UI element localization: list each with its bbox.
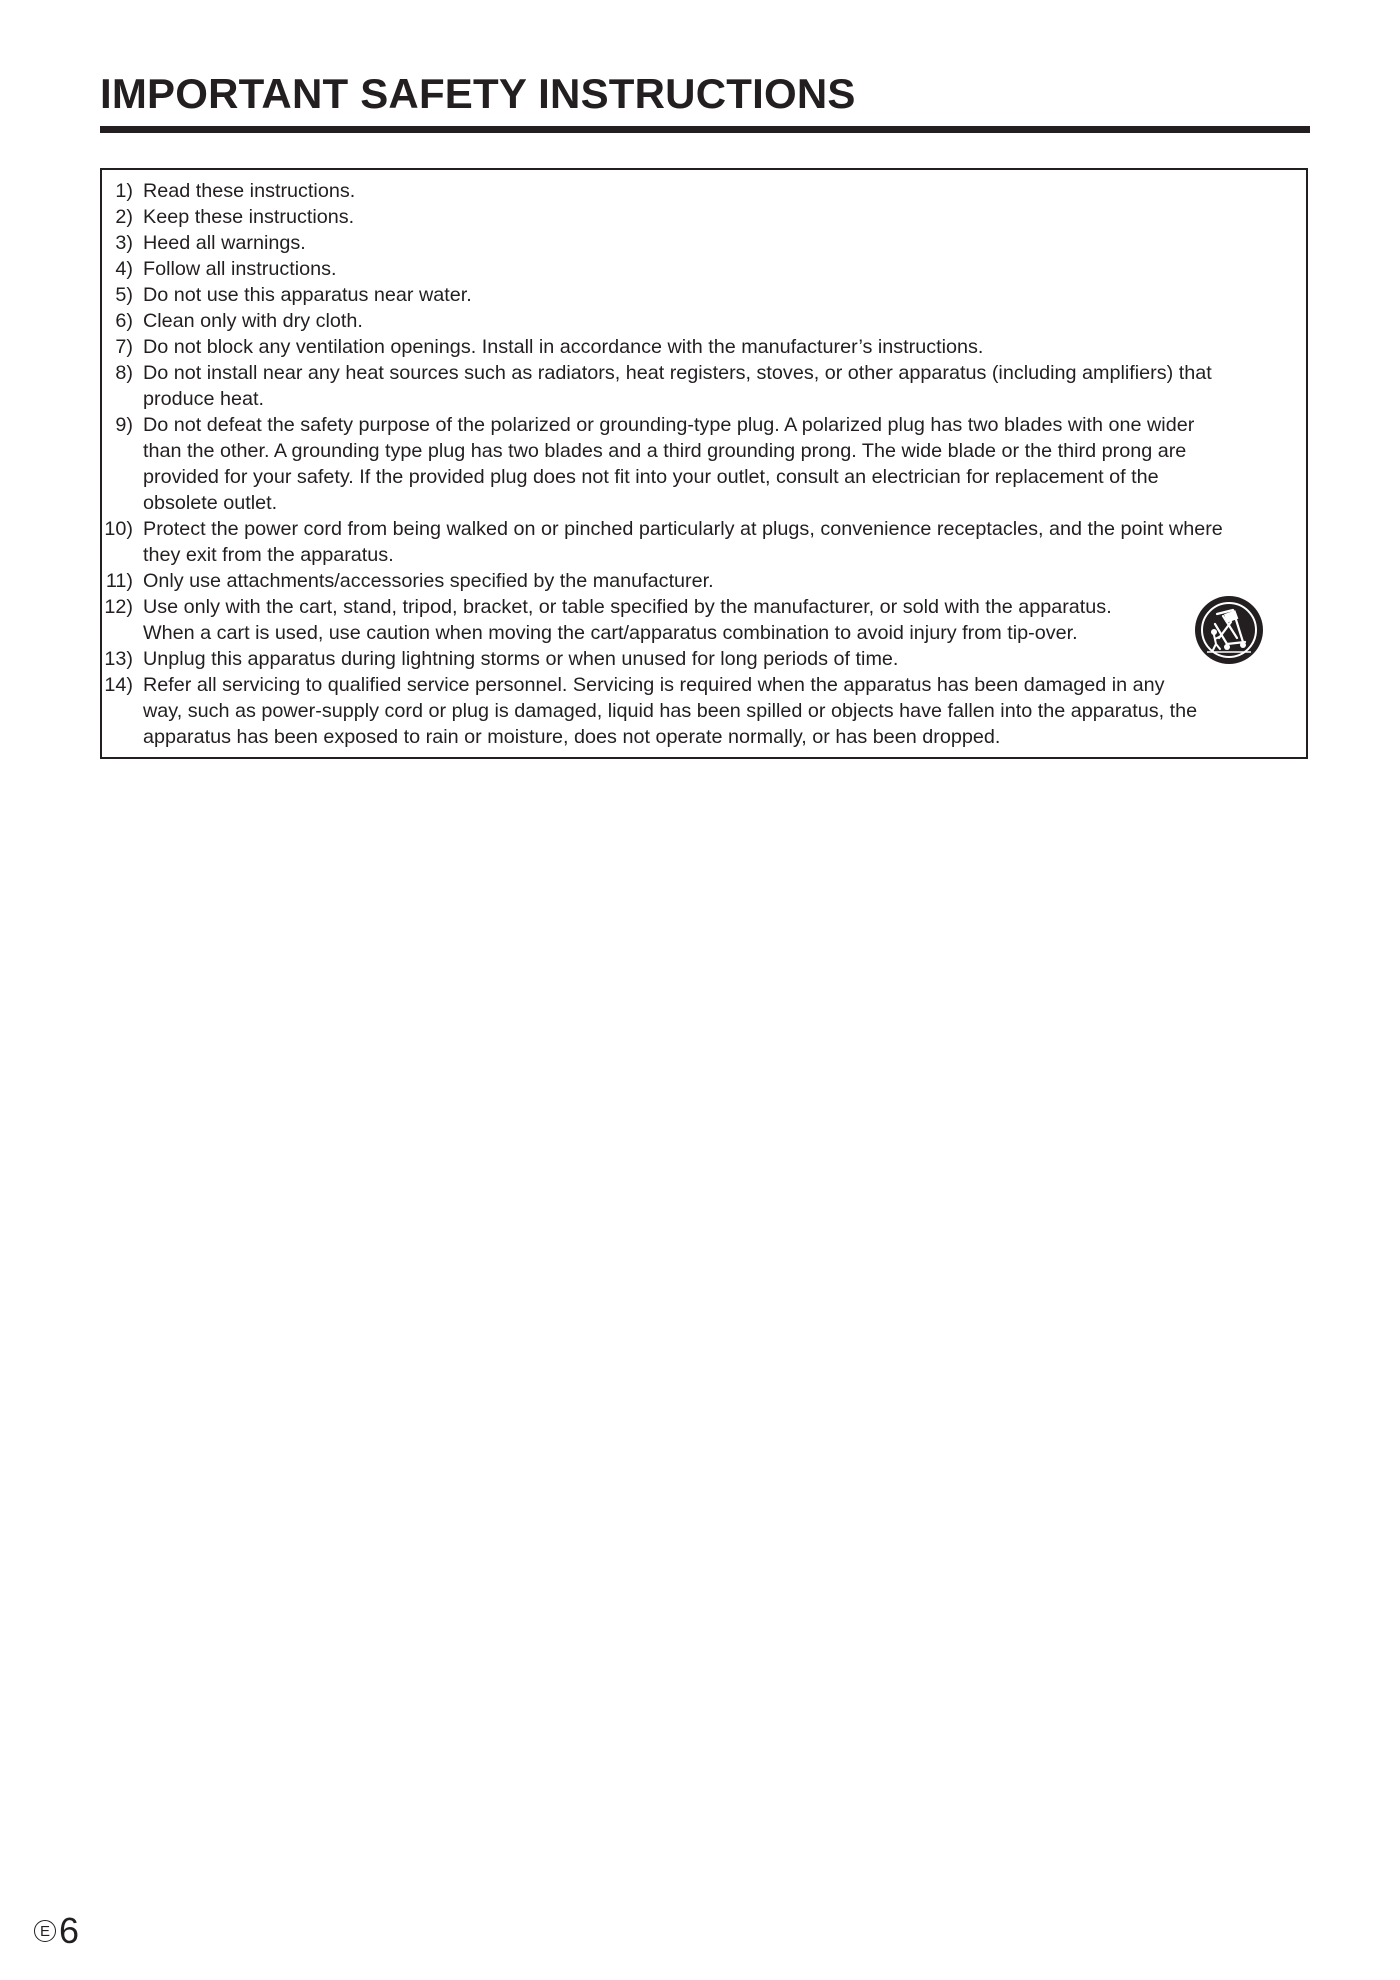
- instruction-item: [102, 308, 1308, 334]
- instruction-number: 11): [105, 570, 133, 592]
- page-footer: [34, 1910, 79, 1952]
- page-title: IMPORTANT SAFETY INSTRUCTIONS: [100, 70, 856, 117]
- instruction-text-line: Do not use this apparatus near water.: [143, 284, 472, 306]
- instruction-number: 12): [104, 596, 133, 618]
- instruction-text-line: Protect the power cord from being walked on or pinched particularly at plugs, convenience receptacles, and the point where: [143, 518, 1223, 540]
- instruction-list: [102, 178, 1308, 750]
- instruction-item: [102, 178, 1308, 204]
- instruction-text-line: Only use attachments/accessories specified by the manufacturer.: [143, 570, 714, 592]
- instruction-number: 5): [115, 284, 133, 306]
- instruction-item: [102, 412, 1308, 516]
- instruction-number: 7): [115, 336, 133, 358]
- instruction-text-line: apparatus has been exposed to rain or moisture, does not operate normally, or has been dropped.: [143, 726, 1001, 748]
- instruction-text-line: way, such as power-supply cord or plug is damaged, liquid has been spilled or objects have fallen into the apparatus, the: [143, 700, 1198, 722]
- instruction-number: 10): [104, 518, 133, 540]
- title-rule: [100, 126, 1310, 133]
- instruction-item: [102, 204, 1308, 230]
- instruction-number: 13): [104, 648, 133, 670]
- instruction-text-line: Follow all instructions.: [143, 258, 337, 280]
- instruction-text-line: they exit from the apparatus.: [143, 544, 394, 566]
- instruction-text-line: Refer all servicing to qualified service personnel. Servicing is required when the apparatus has been damaged in any: [143, 674, 1165, 696]
- instruction-item: [102, 360, 1308, 412]
- instruction-number: 1): [115, 180, 133, 202]
- instruction-text-line: than the other. A grounding type plug has two blades and a third grounding prong. The wide blade or the third prong are: [143, 440, 1187, 462]
- language-badge: E: [34, 1920, 56, 1942]
- instruction-number: 9): [115, 414, 133, 436]
- instruction-text-line: Keep these instructions.: [143, 206, 355, 228]
- instruction-item: [102, 282, 1308, 308]
- instruction-number: 4): [115, 258, 133, 280]
- cart-tip-over-warning-icon: [1193, 594, 1265, 666]
- instruction-text-line: Do not block any ventilation openings. Install in accordance with the manufacturer’s instructions.: [143, 336, 984, 358]
- instruction-text-line: Clean only with dry cloth.: [143, 310, 363, 332]
- instruction-item: [102, 516, 1308, 568]
- instruction-text-line: provided for your safety. If the provided plug does not fit into your outlet, consult an electrician for replacement of the: [143, 466, 1159, 488]
- instruction-text-line: When a cart is used, use caution when moving the cart/apparatus combination to avoid injury from tip-over.: [143, 622, 1078, 644]
- instruction-text-line: Use only with the cart, stand, tripod, bracket, or table specified by the manufacturer, or sold with the apparatus.: [143, 596, 1112, 618]
- instruction-text-line: Do not install near any heat sources such as radiators, heat registers, stoves, or other apparatus (including amplifiers) that: [143, 362, 1212, 384]
- page-number: 6: [59, 1910, 80, 1951]
- instruction-text-line: Unplug this apparatus during lightning storms or when unused for long periods of time.: [143, 648, 899, 670]
- instruction-item: [102, 334, 1308, 360]
- instruction-item: [102, 646, 1308, 672]
- instruction-number: 8): [115, 362, 133, 384]
- instruction-text-line: Read these instructions.: [143, 180, 356, 202]
- instruction-item: [102, 568, 1308, 594]
- instruction-text-line: produce heat.: [143, 388, 264, 410]
- instruction-item: [102, 230, 1308, 256]
- instruction-item: [102, 594, 1308, 646]
- instruction-item: [102, 672, 1308, 750]
- instruction-number: 14): [104, 674, 133, 696]
- instruction-text-line: Do not defeat the safety purpose of the polarized or grounding-type plug. A polarized plug has two blades with one wider: [143, 414, 1195, 436]
- instruction-number: 2): [115, 206, 133, 228]
- instruction-item: [102, 256, 1308, 282]
- instruction-number: 3): [115, 232, 133, 254]
- safety-instructions-box: [100, 168, 1308, 759]
- instruction-text-line: Heed all warnings.: [143, 232, 306, 254]
- instruction-text-line: obsolete outlet.: [143, 492, 278, 514]
- instruction-number: 6): [115, 310, 133, 332]
